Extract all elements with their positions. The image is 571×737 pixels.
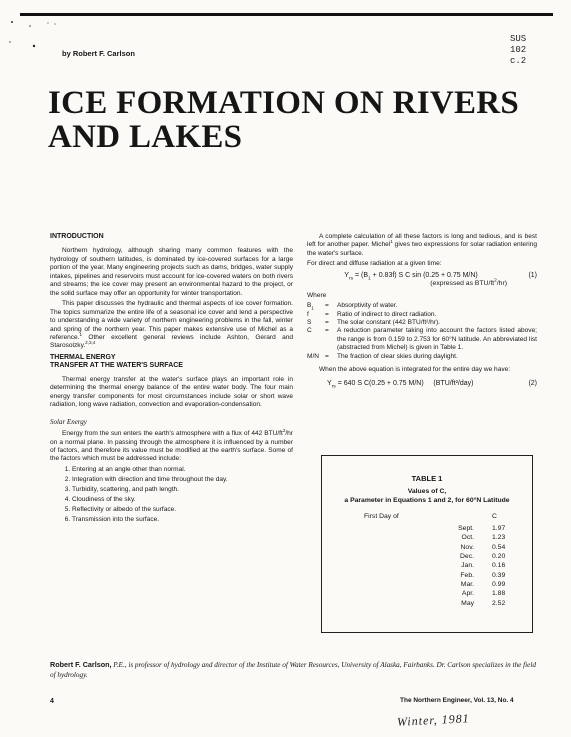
list-item: 4. Cloudiness of the sky. bbox=[72, 496, 293, 504]
section-heading-introduction: INTRODUCTION bbox=[50, 233, 104, 240]
equation-2 bbox=[307, 380, 537, 388]
definition-row bbox=[307, 302, 537, 310]
subheading-solar-energy: Solar Energy bbox=[50, 417, 87, 426]
title-line: AND LAKES bbox=[48, 119, 243, 155]
table-subtitle-line: a Parameter in Equations 1 and 2, for 60°N Latitude bbox=[344, 497, 510, 504]
scan-specks bbox=[8, 18, 78, 48]
text-run: /hr) bbox=[496, 280, 507, 288]
text-run: = (B bbox=[353, 271, 368, 279]
reference-superscript: 1 bbox=[390, 239, 393, 245]
list-item: 5. Reflectivity or albedo of the surface. bbox=[72, 506, 293, 514]
right-column bbox=[307, 233, 537, 389]
c-value-cell: 0.54 bbox=[492, 543, 506, 551]
text-run: + 0.83f) S C sin (0.25 + 0.75 M/N) bbox=[370, 271, 478, 279]
definition-equals: = bbox=[325, 352, 329, 360]
body-paragraph: For direct and diffuse radiation at a given time: bbox=[307, 260, 442, 268]
reference-superscript: 2,3,4 bbox=[85, 340, 96, 346]
symbol-text: B bbox=[307, 302, 312, 310]
definition-equals: = bbox=[325, 318, 329, 326]
c-value-cell: 0.99 bbox=[492, 581, 506, 589]
handwritten-note: Winter, 1981 bbox=[396, 711, 470, 729]
text-run: A complete calculation of all these factors is long and tedious, and is best left for another paper. Michel bbox=[307, 233, 537, 249]
subscript: 1 bbox=[368, 276, 371, 282]
section-heading-thermal-sub: TRANSFER AT THE WATER'S SURFACE bbox=[50, 362, 183, 370]
month-cell: Feb. bbox=[460, 571, 474, 579]
subscript: 1 bbox=[311, 305, 314, 311]
text-run: Other excellent general reviews include Ashton, Gerard and Starosolzky. bbox=[50, 333, 293, 350]
definition-text: Absorptivity of water. bbox=[337, 302, 398, 310]
c-value-cell: 1.88 bbox=[492, 590, 506, 598]
text-run: Y bbox=[327, 380, 332, 388]
list-item: 3. Turbidity, scattering, and path length. bbox=[72, 486, 293, 494]
text-run: Y bbox=[344, 271, 349, 279]
table-title: TABLE 1 bbox=[411, 474, 443, 483]
definition-symbol bbox=[307, 302, 325, 310]
symbol-text: C bbox=[307, 327, 312, 335]
text-run: Energy from the sun enters the earth's atmosphere with a flux of 442 BTU/ft bbox=[62, 430, 283, 438]
thermal-paragraph: Thermal energy transfer at the water's surface plays an important role in determining the thermal energy balance of the entire water body. The four main energy transfer components for most circumstances include solar or short wave radiation, long wave radiation, convection and evaporation-condensation. bbox=[50, 375, 293, 409]
definition-equals: = bbox=[325, 310, 329, 318]
equation-units-note bbox=[307, 280, 537, 288]
definition-symbol bbox=[307, 311, 325, 319]
definition-equals: = bbox=[325, 302, 329, 310]
table-1-box bbox=[321, 455, 533, 633]
column-header-c: C bbox=[492, 513, 497, 520]
definition-text: The fraction of clear skies during daylight. bbox=[337, 352, 458, 360]
bio-name: Robert F. Carlson, bbox=[50, 660, 112, 669]
month-cell: Oct. bbox=[461, 534, 474, 542]
article-title bbox=[48, 86, 528, 154]
definition-symbol bbox=[307, 327, 325, 352]
definition-text: A reduction parameter taking into account the factors listed above; the range is from 0.159 to 2.753 for 60°N latitude. An abbreviated list (abstracted from Michel) is given in Table 1. bbox=[337, 327, 537, 352]
month-cell: May bbox=[461, 599, 474, 607]
section-heading-thermal: THERMAL ENERGY bbox=[50, 353, 116, 361]
call-number-line: 102 bbox=[510, 45, 527, 55]
month-cell: Apr. bbox=[461, 590, 474, 598]
c-value-cell: 0.39 bbox=[492, 571, 506, 579]
month-cell: Sept. bbox=[458, 525, 474, 532]
body-paragraph: When the above equation is integrated for the entire day we have: bbox=[319, 366, 511, 374]
table-row bbox=[364, 589, 532, 598]
superscript: 2 bbox=[282, 427, 286, 433]
c-value-cell: 1.97 bbox=[492, 525, 506, 532]
text-run: gives two expressions for solar radiation entering the water's surface. bbox=[307, 241, 537, 257]
column-header-first-day: First Day of bbox=[364, 513, 399, 520]
table-row bbox=[364, 524, 532, 533]
equation-expression bbox=[307, 272, 515, 280]
text-run: /hr on a normal plane. In passing through the atmosphere it is influenced by a number of factors, and therefore its value must be modified at the earth's surface. Some of the factors which must be addressed include: bbox=[50, 430, 293, 463]
equation-number: (1) bbox=[528, 271, 537, 279]
month-cell: Mar. bbox=[460, 581, 474, 589]
table-row bbox=[364, 552, 532, 561]
text-run: This paper discusses the hydraulic and thermal aspects of ice cover formation. The topics summarize the entire life of a seasonal ice cover and lend a perspective to understanding a wide variety of northern engineering problems in the fall, winter and spring of the northern year. This paper makes extensive use of Michel as a reference. bbox=[50, 300, 293, 341]
definition-text: The solar constant (442 BTU/ft²/hr). bbox=[337, 318, 440, 326]
symbol-text: M/N bbox=[307, 352, 320, 360]
where-label: Where bbox=[307, 291, 327, 299]
month-cell: Dec. bbox=[460, 553, 474, 561]
left-column bbox=[50, 233, 293, 526]
month-cell: Jan. bbox=[461, 562, 474, 570]
definition-row bbox=[307, 327, 537, 352]
c-value-cell: 2.52 bbox=[492, 599, 506, 607]
table-row bbox=[364, 580, 532, 589]
c-value-cell: 0.16 bbox=[492, 562, 506, 570]
c-value-cell: 1.23 bbox=[492, 534, 506, 542]
definition-symbol bbox=[307, 353, 325, 361]
title-line: ICE FORMATION ON RIVERS bbox=[48, 85, 520, 121]
table-row bbox=[364, 561, 532, 570]
table-row bbox=[364, 571, 532, 580]
journal-citation: The Northern Engineer, Vol. 13, No. 4 bbox=[400, 697, 514, 704]
text-run: (expressed as BTU/ft bbox=[430, 280, 495, 288]
subscript: rs bbox=[348, 276, 354, 282]
definition-text: Ratio of indirect to direct radiation. bbox=[337, 310, 437, 318]
intro-paragraph bbox=[50, 300, 293, 351]
definition-row bbox=[307, 319, 537, 327]
table-subtitle-line: Values of C, bbox=[407, 488, 447, 495]
page-number: 4 bbox=[50, 698, 54, 705]
definition-symbol bbox=[307, 319, 325, 327]
subscript: rs bbox=[331, 384, 336, 390]
solar-paragraph bbox=[50, 427, 293, 464]
list-item: 6. Transmission into the surface. bbox=[72, 516, 293, 524]
top-rule bbox=[20, 13, 553, 16]
definition-equals: = bbox=[325, 327, 329, 335]
list-item: 1. Entering at an angle other than normal. bbox=[72, 466, 293, 474]
table-1 bbox=[364, 513, 532, 608]
symbol-text: f bbox=[307, 310, 309, 318]
author-bio bbox=[50, 660, 537, 680]
equation-units: (BTU/ft²/day) bbox=[433, 380, 474, 388]
table-subtitle bbox=[322, 487, 532, 505]
superscript: 2 bbox=[494, 279, 497, 284]
factor-list bbox=[50, 466, 293, 524]
variable-definitions bbox=[307, 302, 537, 361]
table-row bbox=[364, 533, 532, 542]
call-number-line: c.2 bbox=[510, 56, 527, 66]
table-row bbox=[364, 543, 532, 552]
symbol-text: S bbox=[307, 318, 312, 326]
equation-1 bbox=[307, 272, 537, 280]
call-number-line: SUS bbox=[510, 34, 527, 44]
author-line: by Robert F. Carlson bbox=[62, 49, 135, 58]
bio-text: P.E., is professor of hydrology and director of the Institute of Water Resources, University of Alaska, Fairbanks. Dr. Carlson specializes in the field of hydrology. bbox=[50, 661, 536, 679]
list-item: 2. Integration with direction and time throughout the day. bbox=[72, 476, 293, 484]
equation-number: (2) bbox=[528, 380, 537, 388]
equation-expression bbox=[307, 380, 515, 388]
text-run: = 640 S C(0.25 + 0.75 M/N) bbox=[335, 380, 424, 388]
reference-superscript: 1 bbox=[79, 331, 83, 337]
intro-paragraph: Northern hydrology, although sharing many common features with the hydrology of southern latitudes, is dominated by ice-covered surfaces for a large portion of the year. Many engineering projects such as dams, bridges, water supply intakes, pipelines and reservoirs must account for ice-covered waters on both rivers and streams; the ice cover may present an environmental hazard to the project, or the solid surface may offer an opportunity for winter transportation. bbox=[50, 247, 293, 297]
library-call-number bbox=[510, 34, 526, 67]
month-cell: Nov. bbox=[460, 543, 474, 551]
definition-row bbox=[307, 311, 537, 319]
body-paragraph bbox=[307, 233, 537, 258]
definition-row bbox=[307, 353, 537, 361]
table-row bbox=[364, 599, 532, 608]
c-value-cell: 0.20 bbox=[492, 553, 506, 561]
